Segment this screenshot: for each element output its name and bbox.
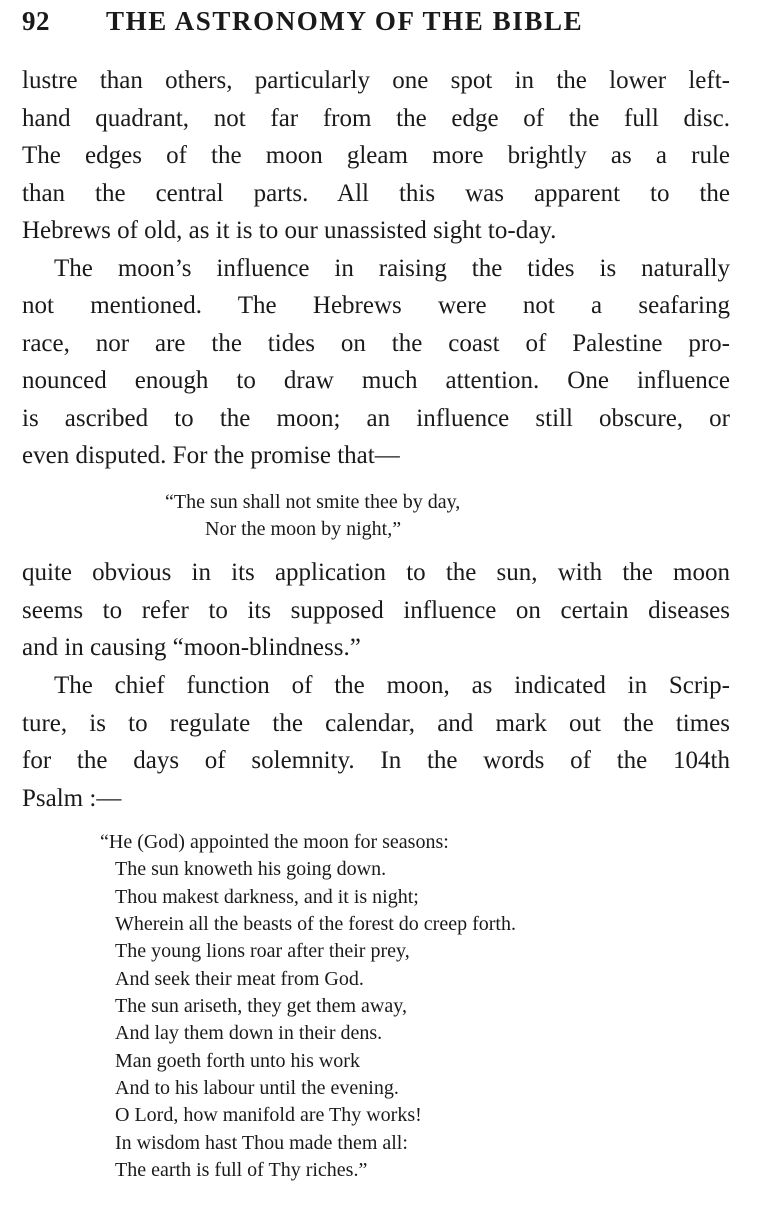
paragraph-4-line: ture, is to regulate the calendar, and mark out the times (22, 710, 730, 737)
paragraph-4-line: for the days of solemnity. In the words of the 104th (22, 747, 730, 774)
paragraph-1-line: lustre than others, particularly one spot in the lower left- (22, 67, 730, 94)
psalm-quote-line: The sun ariseth, they get them away, (115, 995, 407, 1017)
paragraph-2-line: nounced enough to draw much attention. One influence (22, 367, 730, 394)
psalm-quote-line: The young lions roar after their prey, (115, 940, 410, 962)
paragraph-2-line: even disputed. For the promise that— (22, 442, 400, 469)
paragraph-4-line: The chief function of the moon, as indicated in Scrip- (54, 672, 730, 699)
psalm-quote-line: And to his labour until the evening. (115, 1077, 399, 1099)
psalm-quote-line: The earth is full of Thy riches.” (115, 1159, 368, 1181)
psalm-quote-line: The sun knoweth his going down. (115, 858, 387, 880)
paragraph-3-line: quite obvious in its application to the sun, with the moon (22, 559, 730, 586)
paragraph-2-line: is ascribed to the moon; an influence still obscure, or (22, 404, 730, 432)
verse-quote-line: “The sun shall not smite thee by day, (165, 491, 461, 513)
psalm-quote-line: And seek their meat from God. (115, 968, 364, 990)
paragraph-2-line: race, nor are the tides on the coast of Palestine pro- (22, 329, 730, 357)
psalm-quote-line: Man goeth forth unto his work (115, 1050, 360, 1072)
running-header (22, 6, 737, 40)
paragraph-3-line: seems to refer to its supposed influence on certain diseases (22, 597, 730, 624)
psalm-quote-line: And lay them down in their dens. (115, 1022, 383, 1044)
paragraph-1-line: Hebrews of old, as it is to our unassisted sight to-day. (22, 217, 557, 244)
paragraph-3-line: and in causing “moon-blindness.” (22, 634, 361, 661)
running-title: THE ASTRONOMY OF THE BIBLE (106, 6, 584, 36)
paragraph-2-line: not mentioned. The Hebrews were not a seafaring (22, 292, 730, 319)
paragraph-1-line: hand quadrant, not far from the edge of the full disc. (22, 104, 730, 132)
paragraph-1-line: The edges of the moon gleam more brightly as a rule (22, 142, 730, 169)
psalm-quote-line: “He (God) appointed the moon for seasons: (100, 831, 449, 853)
page-number: 92 (22, 6, 50, 36)
verse-quote-line: Nor the moon by night,” (205, 518, 402, 540)
paragraph-2-line: The moon’s influence in raising the tides is naturally (54, 254, 730, 282)
psalm-quote-line: Wherein all the beasts of the forest do creep forth. (115, 913, 516, 935)
psalm-quote-line: In wisdom hast Thou made them all: (115, 1132, 408, 1154)
paragraph-1-line: than the central parts. All this was apparent to the (22, 179, 730, 207)
psalm-quote-line: Thou makest darkness, and it is night; (115, 886, 419, 908)
psalm-quote-line: O Lord, how manifold are Thy works! (115, 1104, 422, 1126)
paragraph-4-line: Psalm :— (22, 785, 122, 812)
